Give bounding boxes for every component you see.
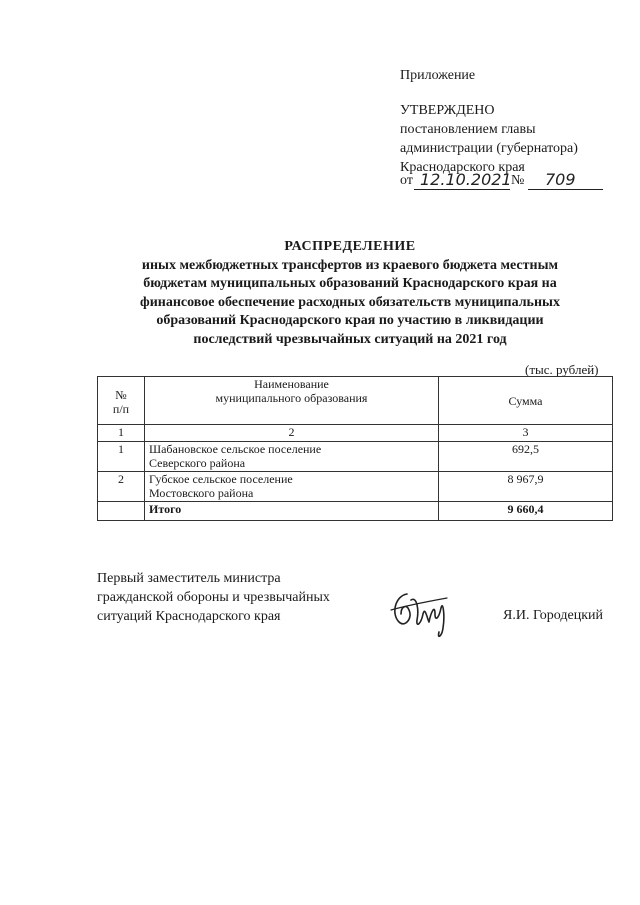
title-heading: РАСПРЕДЕЛЕНИЕ bbox=[284, 239, 416, 254]
signatory-name: Я.И. Городецкий bbox=[503, 608, 604, 623]
approval-line-3: Краснодарского края bbox=[400, 160, 525, 175]
table-row bbox=[98, 472, 613, 502]
signatory-position bbox=[97, 569, 330, 626]
column-numbers-row bbox=[98, 425, 613, 442]
row-number: 2 bbox=[98, 472, 145, 502]
total-label: Итого bbox=[145, 502, 439, 521]
title-line-3: финансовое обеспечение расходных обязательств муниципальных bbox=[140, 294, 560, 310]
header-sum-cell: Сумма bbox=[439, 377, 613, 425]
row-name-line-2: Мостовского района bbox=[149, 486, 254, 500]
position-line-3: ситуаций Краснодарского края bbox=[97, 609, 281, 624]
table-row bbox=[98, 442, 613, 472]
date-handwritten: 12.10.2021 bbox=[420, 170, 512, 189]
position-line-2: гражданской обороны и чрезвычайных bbox=[97, 590, 330, 605]
row-name-cell bbox=[145, 442, 439, 472]
row-sum: 692,5 bbox=[439, 442, 613, 472]
title-line-5: последствий чрезвычайных ситуаций на 2021 год bbox=[193, 331, 507, 347]
header-number-cell bbox=[98, 377, 145, 425]
appendix-label: Приложение bbox=[400, 68, 476, 83]
position-line-1: Первый заместитель министра bbox=[97, 571, 281, 586]
row-name-line-1: Шабановское сельское поселение bbox=[149, 442, 322, 456]
number-handwritten: 709 bbox=[545, 170, 576, 189]
row-name-line-2: Северского района bbox=[149, 456, 246, 470]
document-title bbox=[110, 238, 590, 349]
header-number-symbol: № bbox=[115, 388, 127, 402]
number-prefix: № bbox=[511, 173, 525, 188]
header-name-line-1: Наименование bbox=[254, 377, 329, 391]
title-line-4: образований Краснодарского края по участию в ликвидации bbox=[156, 313, 544, 328]
number-underline bbox=[528, 189, 603, 190]
title-line-1: иных межбюджетных трансфертов из краевого бюджета местным bbox=[141, 257, 559, 273]
header-number-abbr: п/п bbox=[112, 402, 130, 416]
column-number-1: 1 bbox=[98, 425, 145, 442]
total-sum: 9 660,4 bbox=[439, 502, 613, 521]
row-sum: 8 967,9 bbox=[439, 472, 613, 502]
total-row bbox=[98, 502, 613, 521]
date-underline bbox=[414, 189, 510, 190]
units-label: (тыс. рублей) bbox=[525, 362, 599, 377]
approved-label: УТВЕРЖДЕНО bbox=[400, 103, 495, 118]
approval-block bbox=[400, 101, 578, 177]
handwritten-signature bbox=[385, 588, 465, 644]
date-prefix: от bbox=[400, 173, 413, 188]
column-number-2: 2 bbox=[145, 425, 439, 442]
header-name-line-2: муниципального образования bbox=[215, 391, 368, 405]
distribution-table bbox=[97, 376, 613, 521]
title-line-2: бюджетам муниципальных образований Краснодарского края на bbox=[143, 276, 557, 291]
header-name-cell bbox=[145, 377, 439, 425]
total-empty-cell bbox=[98, 502, 145, 521]
approval-line-1: постановлением главы bbox=[400, 122, 536, 137]
column-number-3: 3 bbox=[439, 425, 613, 442]
approval-line-2: администрации (губернатора) bbox=[400, 141, 578, 156]
row-name-cell bbox=[145, 472, 439, 502]
row-name-line-1: Губское сельское поселение bbox=[149, 472, 293, 486]
table-header-row bbox=[98, 377, 613, 425]
date-number-line bbox=[400, 170, 605, 190]
row-number: 1 bbox=[98, 442, 145, 472]
